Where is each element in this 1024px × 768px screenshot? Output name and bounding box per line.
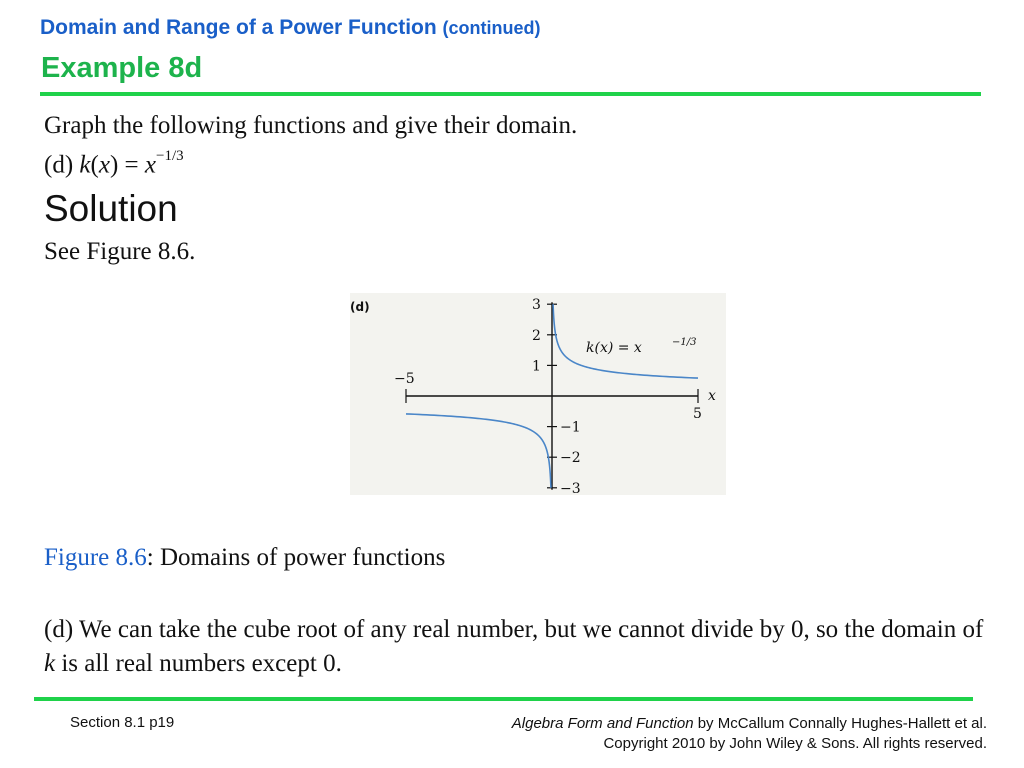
y-tick-label-3: 3 (532, 297, 541, 314)
curve-label: k(x) = x (586, 340, 642, 356)
figure-caption-text: : Domains of power functions (146, 544, 446, 571)
footer-book-authors: by McCallum Connally Hughes-Hallett et al. (693, 715, 987, 732)
slide-title-suffix: (continued) (442, 18, 541, 38)
function-rhs-var: x (144, 151, 156, 179)
y-tick-label-1: 1 (532, 358, 541, 375)
slide-title-main: Domain and Range of a Power Function (40, 16, 437, 39)
graph-svg (350, 293, 726, 495)
footer-credits (512, 714, 987, 754)
footer-book-line (512, 714, 987, 734)
x-tick-label-neg: −5 (394, 371, 415, 387)
footer-copyright: Copyright 2010 by John Wiley & Sons. All rights reserved. (603, 735, 987, 752)
footer-book-title: Algebra Form and Function (511, 715, 694, 732)
solution-heading: Solution (44, 188, 178, 229)
x-axis-label: x (708, 388, 716, 404)
function-exponent: −1/3 (156, 148, 184, 164)
y-tick-label-neg1: −1 (560, 419, 581, 436)
y-tick-label-neg3: −3 (560, 480, 581, 495)
axes-group (406, 302, 698, 490)
curve-negative-branch (406, 414, 551, 488)
y-tick-label-neg2: −2 (560, 450, 581, 467)
figure-caption-label: Figure 8.6 (44, 544, 147, 571)
function-definition (44, 143, 184, 181)
function-open-paren: ( (90, 151, 99, 179)
explanation-part2: is all real numbers except 0. (55, 650, 342, 677)
function-prefix: (d) (44, 151, 74, 179)
footer-section: Section 8.1 p19 (70, 714, 175, 731)
explanation-var: k (44, 650, 56, 677)
slide-subtitle: Example 8d (41, 52, 203, 84)
function-arg: x (98, 151, 110, 179)
problem-prompt: Graph the following functions and give their domain. (44, 112, 578, 139)
panel-label: (d) (350, 300, 370, 314)
figure-graph (350, 293, 726, 495)
top-divider (40, 92, 981, 96)
figure-caption (44, 544, 445, 572)
y-tick-label-2: 2 (532, 327, 541, 344)
function-close-equals: ) = (109, 151, 139, 179)
bottom-divider (34, 697, 973, 701)
curve-label-exponent: −1/3 (672, 337, 697, 348)
function-name: k (79, 151, 91, 179)
slide-title (40, 16, 541, 40)
x-tick-label-pos: 5 (693, 406, 702, 422)
explanation-paragraph (44, 613, 989, 681)
see-figure-text: See Figure 8.6. (44, 238, 196, 265)
explanation-part1: (d) We can take the cube root of any real number, but we cannot divide by 0, so the domain of (44, 616, 984, 643)
